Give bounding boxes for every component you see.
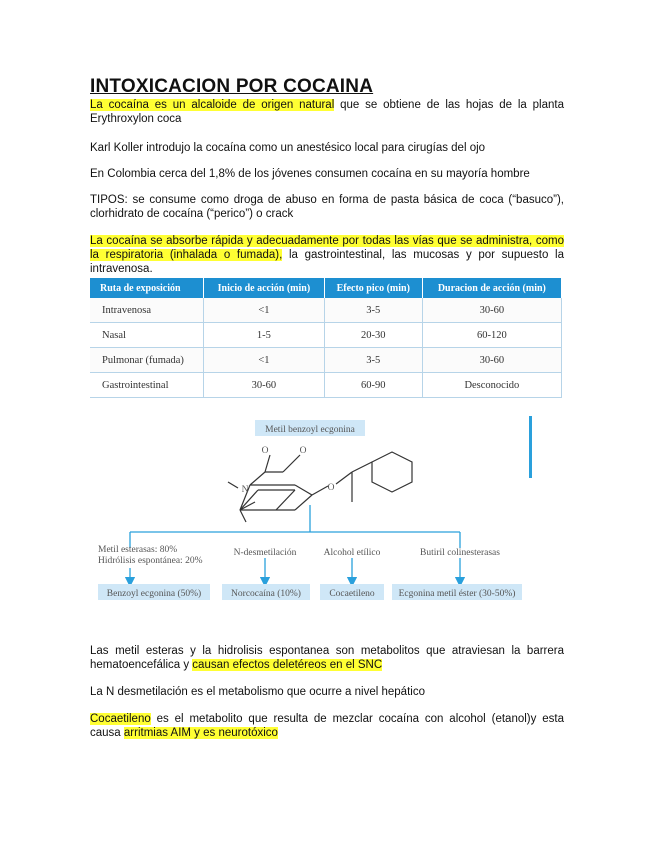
atom-o: O bbox=[299, 446, 307, 456]
table-cell: Gastrointestinal bbox=[90, 373, 204, 398]
page-title: INTOXICACION POR COCAINA bbox=[90, 76, 374, 97]
highlight-cocaetileno: Cocaetileno bbox=[90, 713, 151, 725]
table-header: Duracion de acción (min) bbox=[422, 278, 561, 298]
highlight-origin: La cocaína es un alcaloide de origen natural bbox=[90, 99, 335, 111]
table-header: Efecto pico (min) bbox=[324, 278, 422, 298]
exposure-table bbox=[90, 278, 562, 398]
table-cell: 60-120 bbox=[422, 323, 561, 348]
table-row bbox=[90, 298, 562, 323]
highlight-snc: causan efectos deletéreos en el SNC bbox=[192, 659, 383, 671]
paragraph-origin: La cocaína es un alcaloide de origen natural que se obtiene de las hojas de la planta Erythroxylon coca bbox=[90, 99, 564, 125]
atom-o: O bbox=[261, 446, 269, 456]
branch-label-hidrolisis: Hidrólisis espontánea: 20% bbox=[98, 556, 203, 566]
paragraph-n-desmetilacion: La N desmetilación es el metabolismo que ocurre a nivel hepático bbox=[90, 686, 425, 698]
product-benzoyl-ecgonina: Benzoyl ecgonina (50%) bbox=[106, 589, 202, 599]
atom-n: N bbox=[241, 485, 249, 495]
product-ecgonina-metil-ester: Ecgonina metil éster (30-50%) bbox=[398, 589, 516, 599]
highlight-arritmias: arritmias AIM y es neurotóxico bbox=[123, 727, 278, 739]
paragraph-types: TIPOS: se consume como droga de abuso en forma de pasta básica de coca (“basuco”), clorhidrato de cocaína (“perico”) o crack bbox=[90, 194, 564, 220]
product-norcocaina: Norcocaína (10%) bbox=[231, 589, 301, 599]
top-label: Metil benzoyl ecgonina bbox=[265, 425, 355, 435]
table-header-row bbox=[90, 278, 562, 298]
paragraph-colombia: En Colombia cerca del 1,8% de los jóvenes consumen cocaína en su mayoría hombre bbox=[90, 168, 530, 180]
table-cell: 3-5 bbox=[324, 348, 422, 373]
branch-lines bbox=[130, 505, 460, 582]
table-cell: 30-60 bbox=[422, 348, 561, 373]
branch-label-alcohol: Alcohol etílico bbox=[323, 548, 381, 558]
cocaine-molecule bbox=[228, 452, 412, 522]
branch-label-butiril: Butiril colinesterasas bbox=[420, 548, 500, 558]
table-cell: 60-90 bbox=[324, 373, 422, 398]
table-row bbox=[90, 373, 562, 398]
table-row bbox=[90, 323, 562, 348]
table-header: Inicio de acción (min) bbox=[204, 278, 325, 298]
table-cell: 3-5 bbox=[324, 298, 422, 323]
table-cell: Intravenosa bbox=[90, 298, 204, 323]
branch-label-n-desmetilacion: N-desmetilación bbox=[233, 548, 297, 558]
branch-label-metil-esterasas: Metil esterasas: 80% bbox=[98, 545, 178, 555]
atom-o: O bbox=[327, 483, 335, 493]
table-cell: 1-5 bbox=[204, 323, 325, 348]
table-cell: 20-30 bbox=[324, 323, 422, 348]
table-row bbox=[90, 348, 562, 373]
table-header: Ruta de exposición bbox=[90, 278, 204, 298]
product-cocaetileno: Cocaetileno bbox=[329, 589, 375, 599]
metabolism-diagram bbox=[90, 410, 570, 610]
paragraph-metil-esteras: Las metil esteras y la hidrolisis espontanea son metabolitos que atraviesan la barrera hematoencefálica y causan efectos deletéreos en el SNC bbox=[90, 645, 564, 671]
table-cell: 30-60 bbox=[422, 298, 561, 323]
side-bar bbox=[529, 416, 532, 478]
table-cell: Desconocido bbox=[422, 373, 561, 398]
paragraph-absorption: La cocaína se absorbe rápida y adecuadamente por todas las vías que se administra, como la respiratoria (inhalada o fumada), la gastrointestinal, las mucosas y por supuesto la intravenosa. bbox=[90, 235, 564, 275]
table-cell: <1 bbox=[204, 348, 325, 373]
table-cell: Nasal bbox=[90, 323, 204, 348]
paragraph-cocaetileno: Cocaetileno es el metabolito que resulta de mezclar cocaína con alcohol (etanol)y esta causa arritmias AIM y es neurotóxico bbox=[90, 713, 564, 739]
table-cell: 30-60 bbox=[204, 373, 325, 398]
highlight-absorption: La cocaína se absorbe rápida y adecuadamente por todas las vías que se administra, como la respiratoria (inhalada o fumada), bbox=[90, 235, 564, 261]
table-cell: <1 bbox=[204, 298, 325, 323]
paragraph-koller: Karl Koller introdujo la cocaína como un anestésico local para cirugías del ojo bbox=[90, 142, 486, 154]
table-cell: Pulmonar (fumada) bbox=[90, 348, 204, 373]
